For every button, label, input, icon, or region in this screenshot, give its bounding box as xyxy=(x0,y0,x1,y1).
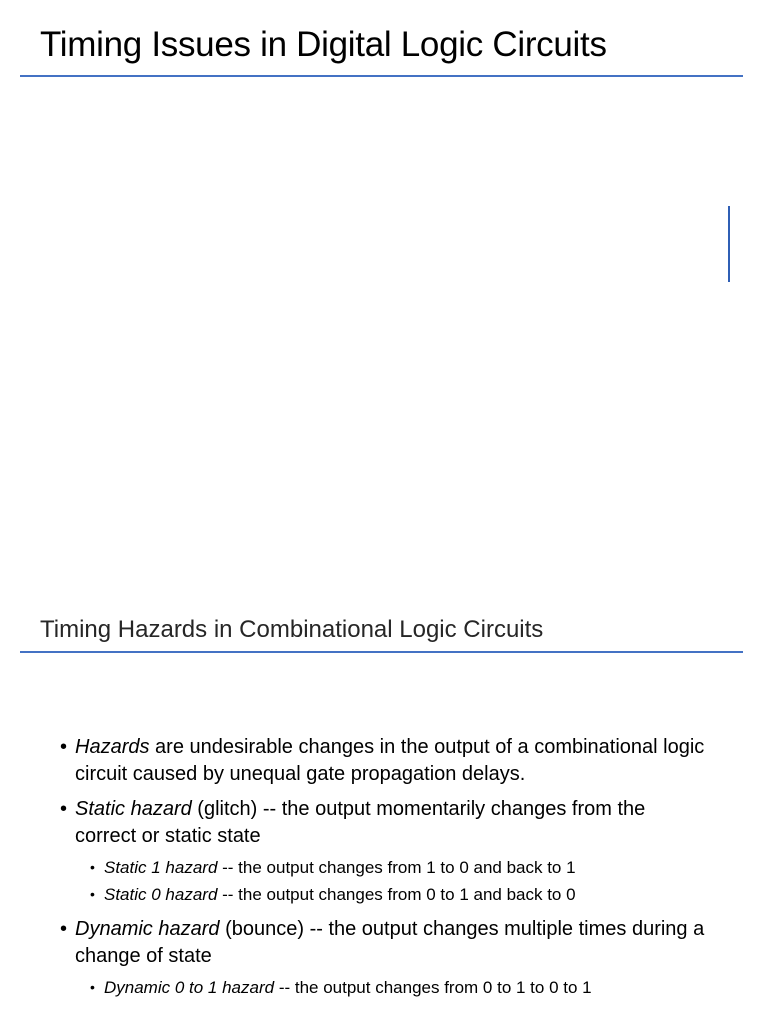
title-underline xyxy=(20,75,743,77)
sub-bullet-term: Dynamic 0 to 1 hazard xyxy=(104,978,275,997)
sub-bullet-list xyxy=(75,854,710,908)
text-cursor xyxy=(728,206,730,282)
bullet-hazards xyxy=(60,734,710,788)
sub-bullet-dynamic-0-1 xyxy=(75,974,710,1001)
bullet-text: are undesirable changes in the output of a combinational logic circuit caused by unequal gate propagation delays. xyxy=(75,736,705,785)
bullet-term: Dynamic hazard xyxy=(75,918,220,940)
sub-bullet-term: Static 0 hazard xyxy=(104,885,218,904)
bullet-text: (glitch) -- the output momentarily changes from the correct or static state xyxy=(75,798,646,847)
bullet-term: Hazards xyxy=(75,736,150,758)
slide-title: Timing Issues in Digital Logic Circuits xyxy=(40,25,607,64)
sub-bullet-static-0 xyxy=(75,881,710,908)
bullet-dot: • xyxy=(60,798,68,820)
section-title: Timing Hazards in Combinational Logic Circuits xyxy=(40,616,544,643)
sub-bullet-text: -- the output changes from 0 to 1 and back to 0 xyxy=(217,885,576,904)
bullet-term: Static hazard xyxy=(75,798,192,820)
sub-bullet-static-1 xyxy=(75,854,710,881)
section-underline xyxy=(20,651,743,653)
sub-bullet-dot: • xyxy=(90,979,95,995)
sub-bullet-text: -- the output changes from 1 to 0 and back to 1 xyxy=(217,858,576,877)
bullet-dot: • xyxy=(60,736,68,758)
sub-bullet-dot: • xyxy=(90,886,95,902)
bullet-static-hazard xyxy=(60,796,710,908)
bullet-dot: • xyxy=(60,918,68,940)
sub-bullet-text: -- the output changes from 0 to 1 to 0 to 1 xyxy=(274,978,592,997)
bullet-list xyxy=(60,734,710,1009)
sub-bullet-list xyxy=(75,974,710,1001)
bullet-dynamic-hazard xyxy=(60,916,710,1001)
sub-bullet-dot: • xyxy=(90,859,95,875)
bullet-text: (bounce) -- the output changes multiple times during a change of state xyxy=(75,918,705,967)
sub-bullet-term: Static 1 hazard xyxy=(104,858,218,877)
